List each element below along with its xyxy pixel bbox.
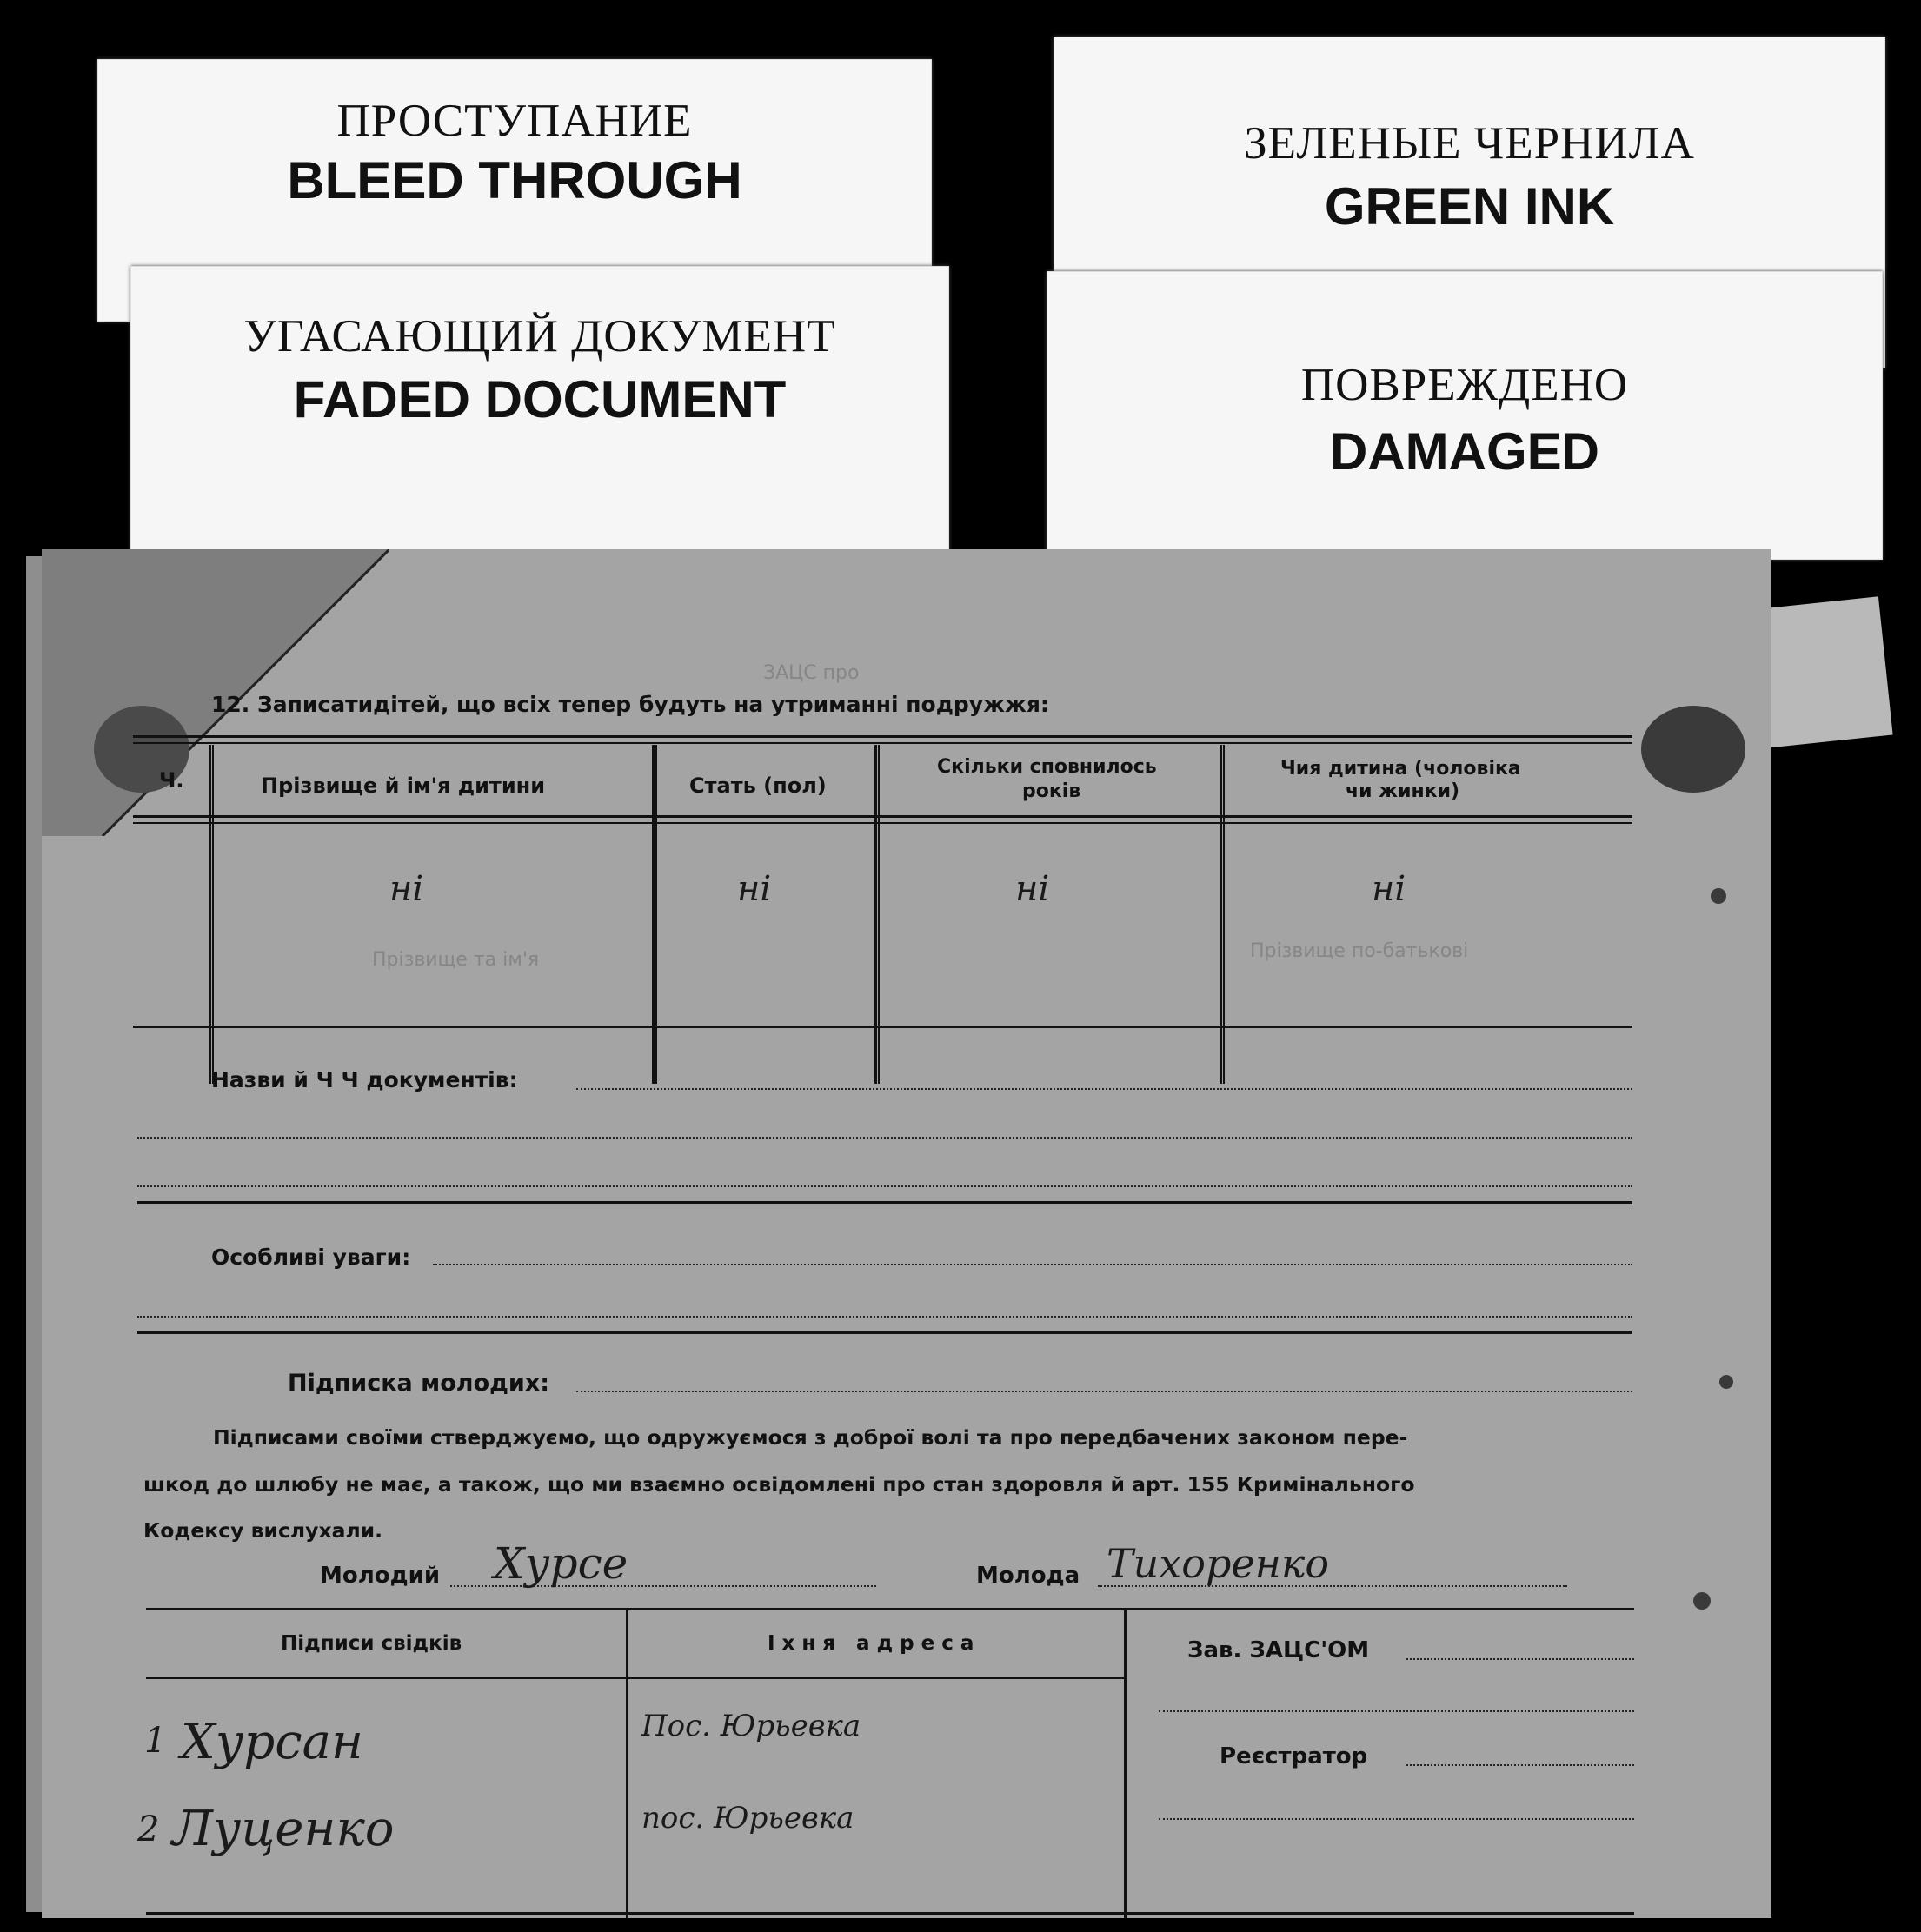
table-col-divider: [652, 745, 655, 1084]
table-col-divider: [1223, 745, 1225, 1084]
table-header-rule-2: [133, 822, 1632, 824]
witness-2-address: пос. Юрьевка: [641, 1801, 854, 1836]
table-col-divider: [1220, 745, 1222, 1084]
notes-label: Особливі уваги:: [211, 1245, 411, 1270]
witnesses-header: Підписи свідків: [281, 1632, 462, 1655]
groom-signature-line: [450, 1585, 876, 1587]
table-cell-whose-child: ні: [1372, 869, 1406, 909]
card-russian-label: ЗЕЛЕНЫЕ ЧЕРНИЛА: [1244, 118, 1695, 169]
card-russian-label: УГАСАЮЩИЙ ДОКУМЕНТ: [243, 311, 836, 362]
witness-table-divider: [1124, 1610, 1127, 1918]
card-russian-label: ПРОСТУПАНИЕ: [336, 96, 693, 146]
table-header-child-name: Прізвище й ім'я дитини: [261, 773, 546, 798]
witness-1-signature: Хурсан: [181, 1714, 363, 1770]
witness-2-number: 2: [137, 1809, 160, 1849]
bleed-through-text: Прізвище та ім'я: [372, 949, 540, 971]
table-header-years-line2: років: [1022, 780, 1081, 802]
bride-signature: Тихоренко: [1107, 1540, 1330, 1587]
registrar-line: [1406, 1764, 1634, 1766]
zags-head-line-2: [1159, 1710, 1634, 1712]
table-cell-sex: ні: [737, 869, 772, 909]
table-col-divider: [212, 745, 214, 1084]
documents-line: [137, 1185, 1632, 1187]
zags-head-label: Зав. ЗАЦС'ОМ: [1187, 1637, 1370, 1663]
notes-bottom-rule: [137, 1331, 1632, 1334]
table-col-divider: [874, 745, 877, 1084]
table-header-sex: Стать (пол): [689, 773, 827, 798]
damage-stain: [1719, 1375, 1733, 1389]
table-bottom-rule: [133, 1026, 1632, 1028]
label-card-faded-document: [130, 266, 949, 554]
registrar-label: Реєстратор: [1220, 1743, 1368, 1769]
witness-table-divider: [626, 1610, 628, 1918]
table-header-whose-child-line1: Чия дитина (чоловіка: [1280, 758, 1521, 780]
pledge-line: [576, 1391, 1632, 1392]
notes-line: [433, 1264, 1632, 1265]
card-english-label: DAMAGED: [1330, 422, 1599, 481]
witness-1-number: 1: [144, 1721, 167, 1761]
witness-2-signature: Луценко: [172, 1801, 395, 1857]
table-header-number: Ч.: [159, 768, 184, 793]
groom-signature: Хурсе: [494, 1538, 628, 1589]
witness-header-rule: [146, 1677, 1124, 1679]
address-header: Іхня адреса: [768, 1632, 981, 1655]
table-header-whose-child-line2: чи жинки): [1346, 780, 1460, 802]
pledge-label: Підписка молодих:: [288, 1370, 550, 1397]
witness-table-top-rule: [146, 1608, 1634, 1610]
table-header-years-line1: Скільки сповнилось: [937, 756, 1157, 778]
section-12-title: 12. Записатидітей, що всіх тепер будуть на утриманні подружжя:: [211, 692, 1049, 717]
pledge-text-line-2: шкод до шлюбу не має, а також, що ми взаємно освідомлені про стан здоровля й арт. 155 Кримінального: [143, 1472, 1415, 1497]
documents-line: [137, 1137, 1632, 1139]
damage-stain: [1641, 706, 1745, 793]
notes-line: [137, 1316, 1632, 1318]
table-col-divider: [878, 745, 880, 1084]
table-col-divider: [655, 745, 657, 1084]
bride-label: Молода: [976, 1563, 1080, 1589]
card-english-label: BLEED THROUGH: [287, 151, 742, 209]
groom-label: Молодий: [320, 1563, 441, 1589]
table-cell-child-name: ні: [389, 869, 424, 909]
zags-head-line: [1406, 1658, 1634, 1660]
bride-signature-line: [1098, 1585, 1567, 1587]
witness-table-bottom-rule: [146, 1912, 1634, 1915]
documents-bottom-rule: [137, 1201, 1632, 1204]
documents-line: [576, 1088, 1632, 1090]
table-top-rule-2: [133, 742, 1632, 744]
documents-label: Назви й Ч Ч документів:: [211, 1067, 518, 1092]
card-english-label: FADED DOCUMENT: [293, 370, 787, 428]
civil-registry-form-page: [42, 549, 1771, 1918]
label-card-damaged: [1047, 271, 1883, 560]
table-top-rule: [133, 735, 1632, 738]
card-english-label: GREEN INK: [1324, 177, 1615, 236]
bleed-through-text: Прізвище по-батькові: [1250, 940, 1469, 962]
registrar-line-2: [1159, 1818, 1634, 1820]
table-cell-years: ні: [1015, 869, 1050, 909]
table-col-divider: [209, 745, 211, 1084]
damage-stain: [1693, 1592, 1711, 1610]
pledge-text-line-3: Кодексу вислухали.: [143, 1518, 383, 1543]
witness-1-address: Пос. Юрьевка: [641, 1709, 861, 1743]
bleed-through-text: ЗАЦС про: [763, 662, 860, 684]
card-russian-label: ПОВРЕЖДЕНО: [1300, 360, 1629, 410]
pledge-text-line-1: Підписами своїми стверджуємо, що одружуємося з доброї волі та про передбачених законом пере-: [213, 1425, 1408, 1450]
table-header-rule: [133, 815, 1632, 818]
damage-stain: [1711, 888, 1726, 904]
